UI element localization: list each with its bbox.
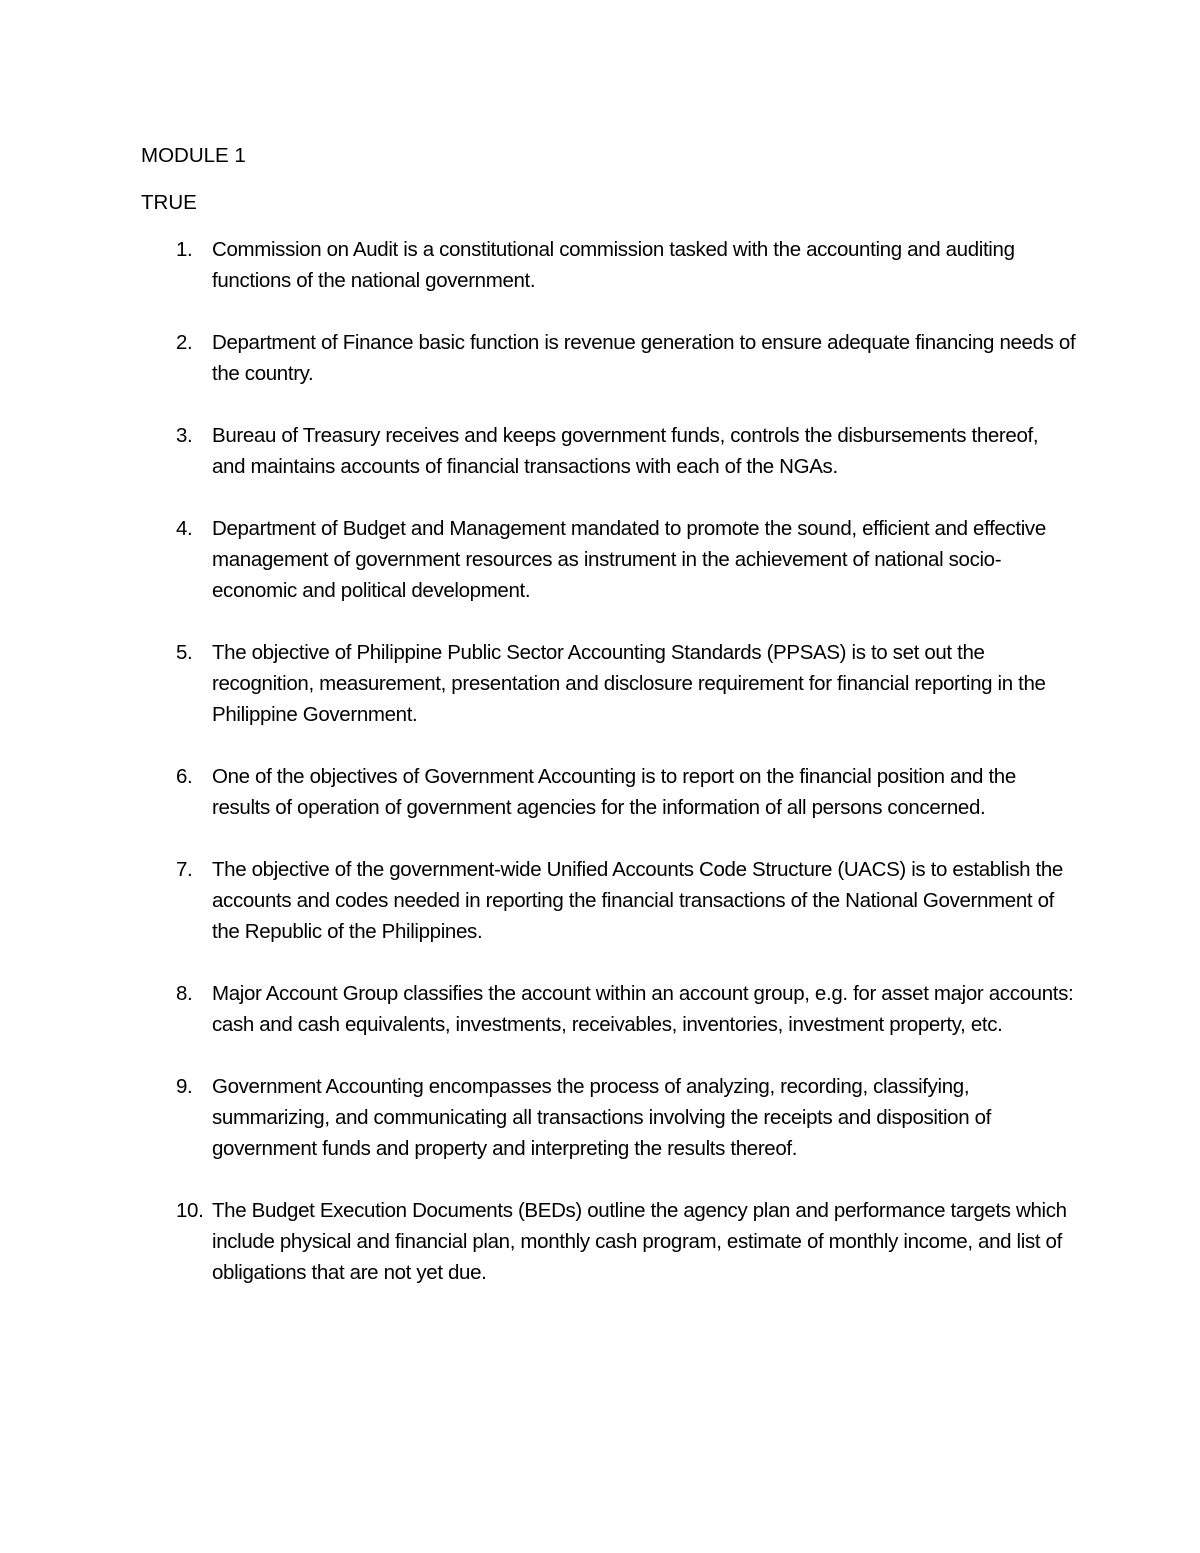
- item-text: Commission on Audit is a constitutional commission tasked with the accounting and auditing functions of the national government.: [212, 238, 1015, 292]
- list-item: [141, 420, 1076, 482]
- item-number: 4.: [176, 517, 193, 540]
- list-item: [141, 513, 1076, 606]
- item-text: Bureau of Treasury receives and keeps government funds, controls the disbursements thereof, and maintains accounts of financial transactions with each of the NGAs.: [212, 424, 1039, 478]
- item-number: 2.: [176, 331, 193, 354]
- item-number: 3.: [176, 424, 193, 447]
- true-statements-list: [141, 234, 1076, 1288]
- list-item: [141, 978, 1076, 1040]
- item-number: 1.: [176, 238, 193, 261]
- item-text: Government Accounting encompasses the process of analyzing, recording, classifying, summarizing, and communicating all transactions involving the receipts and disposition of government funds and property and interpreting the results thereof.: [212, 1075, 992, 1160]
- section-title: TRUE: [141, 191, 197, 214]
- item-number: 7.: [176, 858, 193, 881]
- list-item: [141, 1071, 1076, 1164]
- item-text: Department of Budget and Management mandated to promote the sound, efficient and effective management of government resources as instrument in the achievement of national socio-economic and political development.: [212, 517, 1046, 602]
- list-item: [141, 234, 1076, 296]
- item-text: The objective of the government-wide Unified Accounts Code Structure (UACS) is to establish the accounts and codes needed in reporting the financial transactions of the National Government of the Republic of the Philippines.: [212, 858, 1063, 943]
- item-text: Major Account Group classifies the account within an account group, e.g. for asset major accounts: cash and cash equivalents, investments, receivables, inventories, investment property, etc.: [212, 982, 1074, 1036]
- list-item: [141, 761, 1076, 823]
- list-item: [141, 327, 1076, 389]
- item-text: One of the objectives of Government Accounting is to report on the financial position and the results of operation of government agencies for the information of all persons concerned.: [212, 765, 1016, 819]
- item-number: 5.: [176, 641, 193, 664]
- item-text: The objective of Philippine Public Sector Accounting Standards (PPSAS) is to set out the recognition, measurement, presentation and disclosure requirement for financial reporting in the Philippine Government.: [212, 641, 1046, 726]
- document-body: [141, 140, 1076, 1319]
- list-item: [141, 637, 1076, 730]
- item-number: 8.: [176, 982, 193, 1005]
- list-item: [141, 854, 1076, 947]
- item-number: 10.: [176, 1199, 204, 1222]
- item-text: Department of Finance basic function is revenue generation to ensure adequate financing needs of the country.: [212, 331, 1076, 385]
- module-title: MODULE 1: [141, 144, 246, 167]
- item-number: 9.: [176, 1075, 193, 1098]
- item-number: 6.: [176, 765, 193, 788]
- list-item: [141, 1195, 1076, 1288]
- item-text: The Budget Execution Documents (BEDs) outline the agency plan and performance targets which include physical and financial plan, monthly cash program, estimate of monthly income, and list of obligations that are not yet due.: [212, 1199, 1067, 1284]
